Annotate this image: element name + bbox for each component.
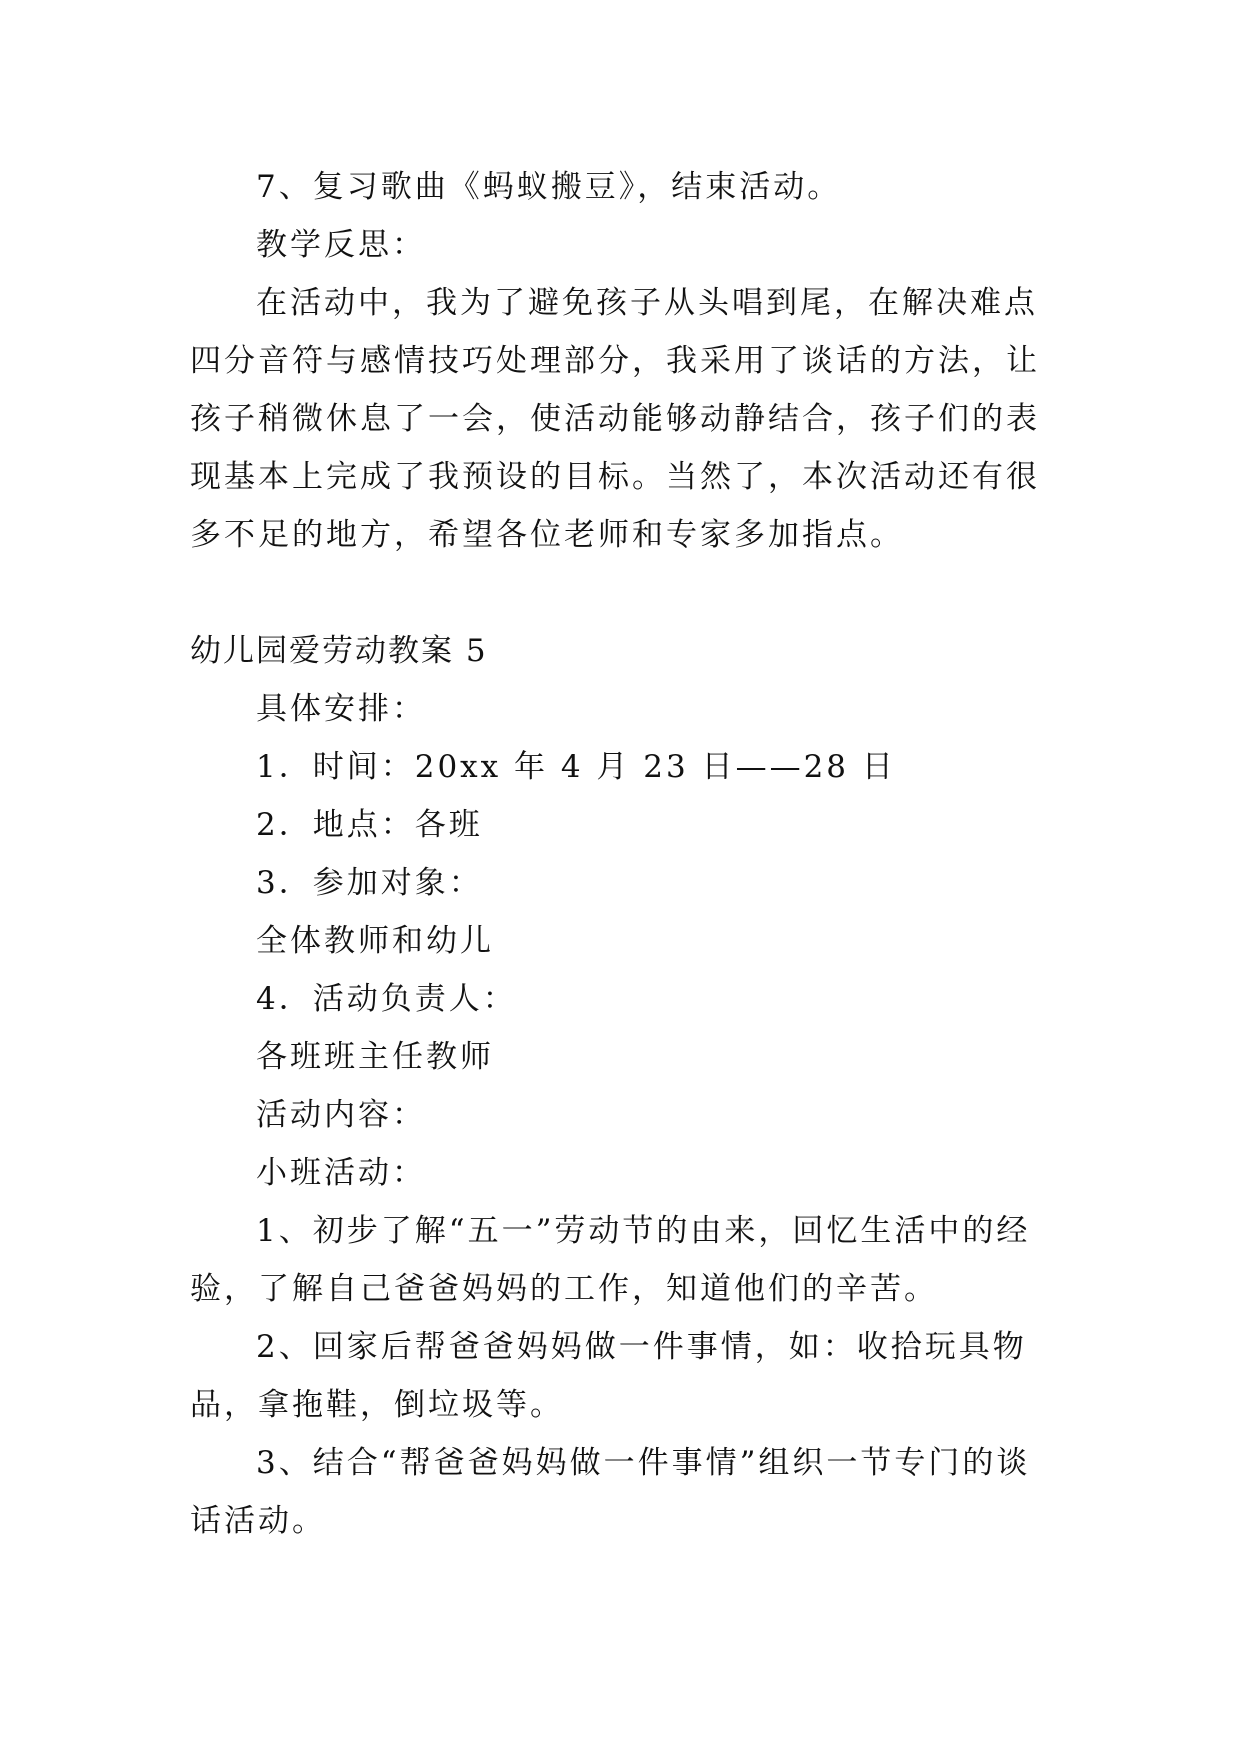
content-label: 活动内容： xyxy=(256,1097,426,1133)
activity-item-2: 2、回家后帮爸爸妈妈做一件事情，如：收拾玩具物品，拿拖鞋，倒垃圾等。 xyxy=(190,1329,1027,1423)
activity-item-1: 1、初步了解“五一”劳动节的由来，回忆生活中的经验，了解自己爸爸妈妈的工作，知道他们的辛苦。 xyxy=(190,1213,1031,1307)
section-title: 幼儿园爱劳动教案 5 xyxy=(190,633,488,669)
paragraph-reflection-label: 教学反思： xyxy=(256,227,426,263)
paragraph-review-song: 7、复习歌曲《蚂蚁搬豆》，结束活动。 xyxy=(256,169,842,205)
paragraph-reflection-body: 在活动中，我为了避免孩子从头唱到尾，在解决难点四分音符与感情技巧处理部分，我采用了谈话的方法，让孩子稍微休息了一会，使活动能够动静结合，孩子们的表现基本上完成了我预设的目标。当然了，本次活动还有很多不足的地方，希望各位老师和专家多加指点。 xyxy=(190,285,1040,553)
arrangement-item-place: 2．地点：各班 xyxy=(256,807,483,843)
arrangement-item-participants-value: 全体教师和幼儿 xyxy=(256,923,494,959)
small-class-label: 小班活动： xyxy=(256,1155,426,1191)
arrangement-item-leader: 4．活动负责人： xyxy=(256,981,517,1017)
activity-item-3: 3、结合“帮爸爸妈妈做一件事情”组织一节专门的谈话活动。 xyxy=(190,1445,1031,1539)
arrangement-item-leader-value: 各班班主任教师 xyxy=(256,1039,494,1075)
arrangement-label: 具体安排： xyxy=(256,691,426,727)
document-body xyxy=(190,158,1052,1550)
arrangement-item-participants: 3．参加对象： xyxy=(256,865,483,901)
arrangement-item-time: 1．时间：20xx 年 4 月 23 日——28 日 xyxy=(256,749,896,785)
